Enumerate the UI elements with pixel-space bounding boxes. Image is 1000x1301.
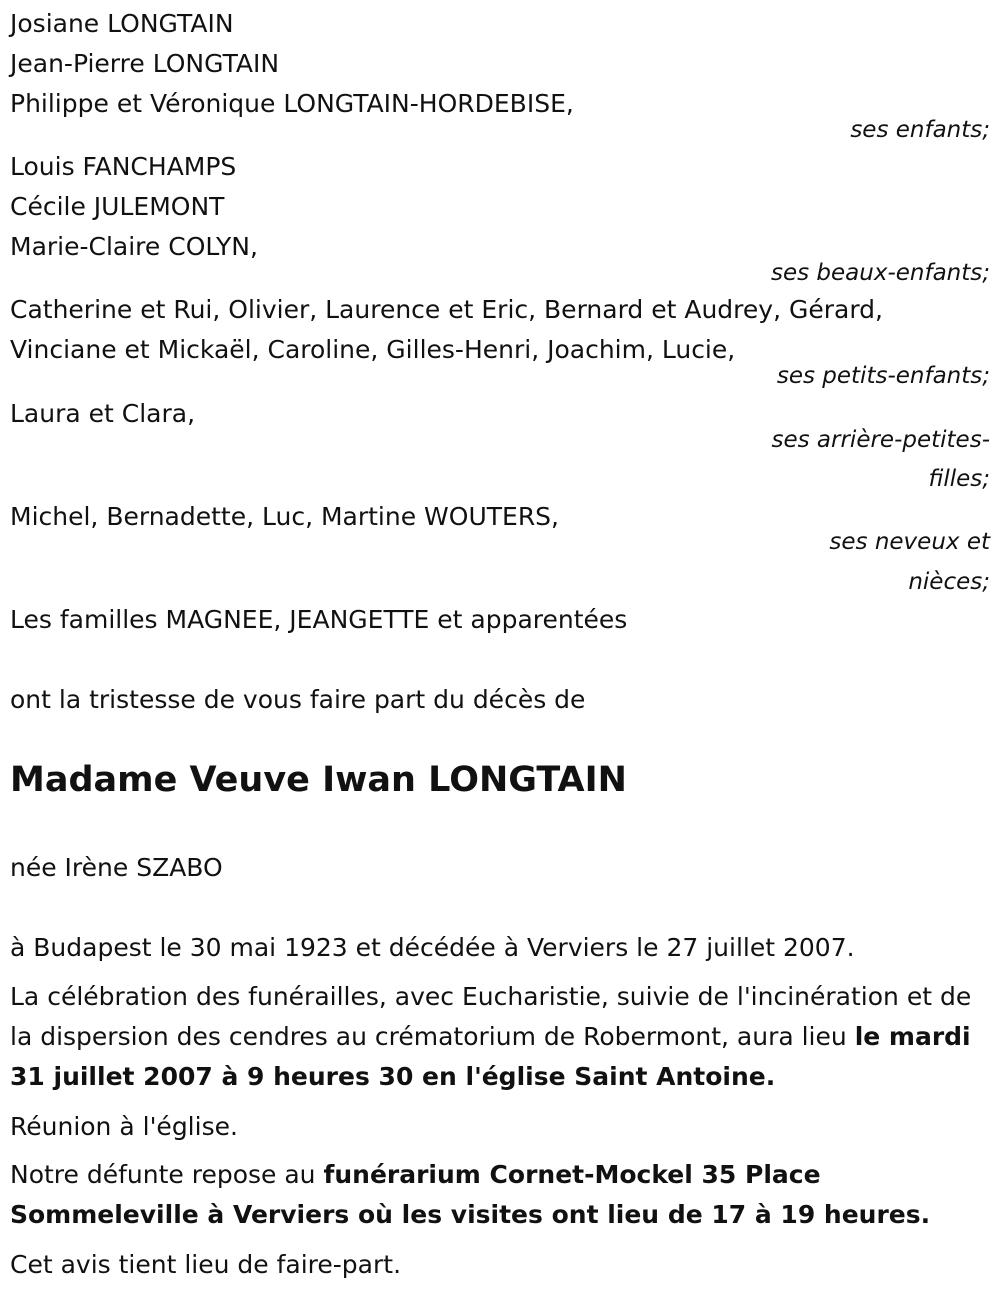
- born-name: née Irène SZABO: [10, 853, 223, 882]
- child-name-2: Jean-Pierre LONGTAIN: [10, 49, 280, 78]
- great-grandchildren-role-2: filles;: [928, 466, 990, 492]
- funeral-bold-text: le mardi 31 juillet 2007 à 9 heures 30 en l'église Saint Antoine.: [10, 1022, 971, 1091]
- great-grandchildren-line: Laura et Clara,: [10, 399, 196, 428]
- nephews-role-2: nièces;: [908, 569, 990, 595]
- meeting-line: Réunion à l'église.: [10, 1112, 238, 1141]
- child-name-3: Philippe et Véronique LONGTAIN-HORDEBISE,: [10, 89, 574, 118]
- in-law-name-2: Cécile JULEMONT: [10, 192, 225, 221]
- repose-bold-text: funérarium Cornet-Mockel 35 Place Sommeleville à Verviers où les visites ont lieu de 17 à 19 heures.: [10, 1160, 931, 1229]
- deceased-name: Madame Veuve Iwan LONGTAIN: [10, 760, 627, 800]
- grandchildren-role: ses petits-enfants;: [776, 363, 990, 389]
- repose-paragraph: [10, 1155, 990, 1235]
- funeral-paragraph: [10, 977, 990, 1097]
- grandchildren-line-2: Vinciane et Mickaël, Caroline, Gilles-Henri, Joachim, Lucie,: [10, 335, 736, 364]
- announcement-line: ont la tristesse de vous faire part du décès de: [10, 685, 586, 714]
- in-laws-role: ses beaux-enfants;: [770, 260, 990, 286]
- child-name-1: Josiane LONGTAIN: [10, 9, 234, 38]
- nephews-line: Michel, Bernadette, Luc, Martine WOUTERS,: [10, 502, 559, 531]
- funeral-text: La célébration des funérailles, avec Eucharistie, suivie de l'incinération et de la dispersion des cendres au crématorium de Robermont, aura lieu: [10, 982, 972, 1051]
- dates-line: à Budapest le 30 mai 1923 et décédée à Verviers le 27 juillet 2007.: [10, 933, 855, 962]
- nephews-role-1: ses neveux et: [829, 529, 990, 555]
- great-grandchildren-role-1: ses arrière-petites-: [771, 427, 990, 453]
- grandchildren-line-1: Catherine et Rui, Olivier, Laurence et Eric, Bernard et Audrey, Gérard,: [10, 295, 883, 324]
- children-role: ses enfants;: [850, 117, 990, 143]
- closing-line: Cet avis tient lieu de faire-part.: [10, 1250, 402, 1279]
- families-line: Les familles MAGNEE, JEANGETTE et apparentées: [10, 605, 628, 634]
- in-law-name-1: Louis FANCHAMPS: [10, 152, 237, 181]
- in-law-name-3: Marie-Claire COLYN,: [10, 232, 258, 261]
- repose-text: Notre défunte repose au: [10, 1160, 324, 1189]
